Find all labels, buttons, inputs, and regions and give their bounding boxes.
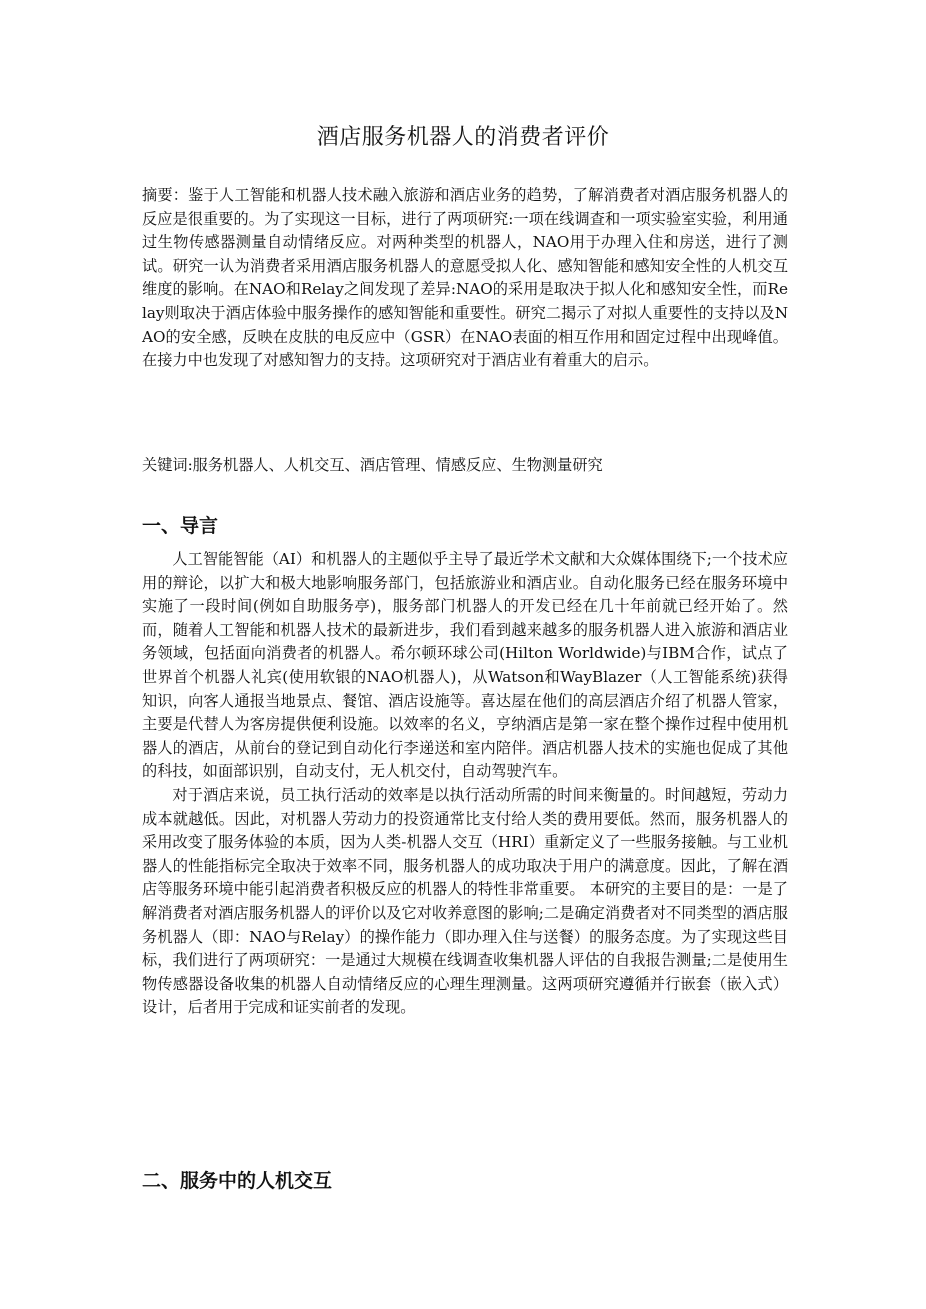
section-heading-introduction: 一、导言 xyxy=(142,515,219,537)
keywords-line: 关键词:服务机器人、人机交互、酒店管理、情感反应、生物测量研究 xyxy=(142,456,603,474)
abstract-block xyxy=(142,184,788,373)
introduction-paragraph-2: 对于酒店来说，员工执行活动的效率是以执行活动所需的时间来衡量的。时间越短，劳动力成本就越低。因此，对机器人劳动力的投资通常比支付给人类的费用要低。然而，服务机器人的采用改变了服务体验的本质，因为人类-机器人交互（HRI）重新定义了一些服务接触。与工业机器人的性能指标完全取决于效率不同，服务机器人的成功取决于用户的满意度。因此，了解在酒店等服务环境中能引起消费者积极反应的机器人的特性非常重要。 本研究的主要目的是：一是了解消费者对酒店服务机器人的评价以及它对收养意图的影响;二是确定消费者对不同类型的酒店服务机器人（即：NAO与Relay）的操作能力（即办理入住与送餐）的服务态度。为了实现这些目标，我们进行了两项研究：一是通过大规模在线调查收集机器人评估的自我报告测量;二是使用生物传感器设备收集的机器人自动情绪反应的心理生理测量。这两项研究遵循并行嵌套（嵌入式）设计，后者用于完成和证实前者的发现。 xyxy=(142,785,788,1017)
abstract-paragraph: 摘要：鉴于人工智能和机器人技术融入旅游和酒店业务的趋势，了解消费者对酒店服务机器人的反应是很重要的。为了实现这一目标，进行了两项研究:一项在线调查和一项实验室实验，利用通过生物传感器测量自动情绪反应。对两种类型的机器人，NAO用于办理入住和房送，进行了测试。研究一认为消费者采用酒店服务机器人的意愿受拟人化、感知智能和感知安全性的人机交互维度的影响。在NAO和Relay之间发现了差异:NAO的采用是取决于拟人化和感知安全性，而Relay则取决于酒店体验中服务操作的感知智能和重要性。研究二揭示了对拟人重要性的支持以及NAO的安全感，反映在皮肤的电反应中（GSR）在NAO表面的相互作用和固定过程中出现峰值。在接力中也发现了对感知智力的支持。这项研究对于酒店业有着重大的启示。 xyxy=(142,186,788,370)
keywords-block xyxy=(142,454,788,478)
introduction-paragraph-1: 人工智能智能（AI）和机器人的主题似乎主导了最近学术文献和大众媒体围绕下;一个技术应用的辩论，以扩大和极大地影响服务部门，包括旅游业和酒店业。自动化服务已经在服务环境中实施了一段时间(例如自助服务亭)，服务部门机器人的开发已经在几十年前就已经开始了。然而，随着人工智能和机器人技术的最新进步，我们看到越来越多的服务机器人进入旅游和酒店业务领域，包括面向消费者的机器人。希尔顿环球公司(Hilton Worldwide)与IBM合作，试点了世界首个机器人礼宾(使用软银的NAO机器人)，从Watson和WayBlazer（人工智能系统)获得知识，向客人通报当地景点、餐馆、酒店设施等。喜达屋在他们的高层酒店介绍了机器人管家，主要是代替人为客房提供便利设施。以效率的名义，亨纳酒店是第一家在整个操作过程中使用机器人的酒店，从前台的登记到自动化行李递送和室内陪伴。酒店机器人技术的实施也促成了其他的科技，如面部识别，自动支付，无人机交付，自动驾驶汽车。 xyxy=(142,550,788,781)
introduction-body xyxy=(142,548,788,1020)
document-title: 酒店服务机器人的消费者评价 xyxy=(316,125,610,150)
section-heading-hri-in-service: 二、服务中的人机交互 xyxy=(142,1170,333,1192)
